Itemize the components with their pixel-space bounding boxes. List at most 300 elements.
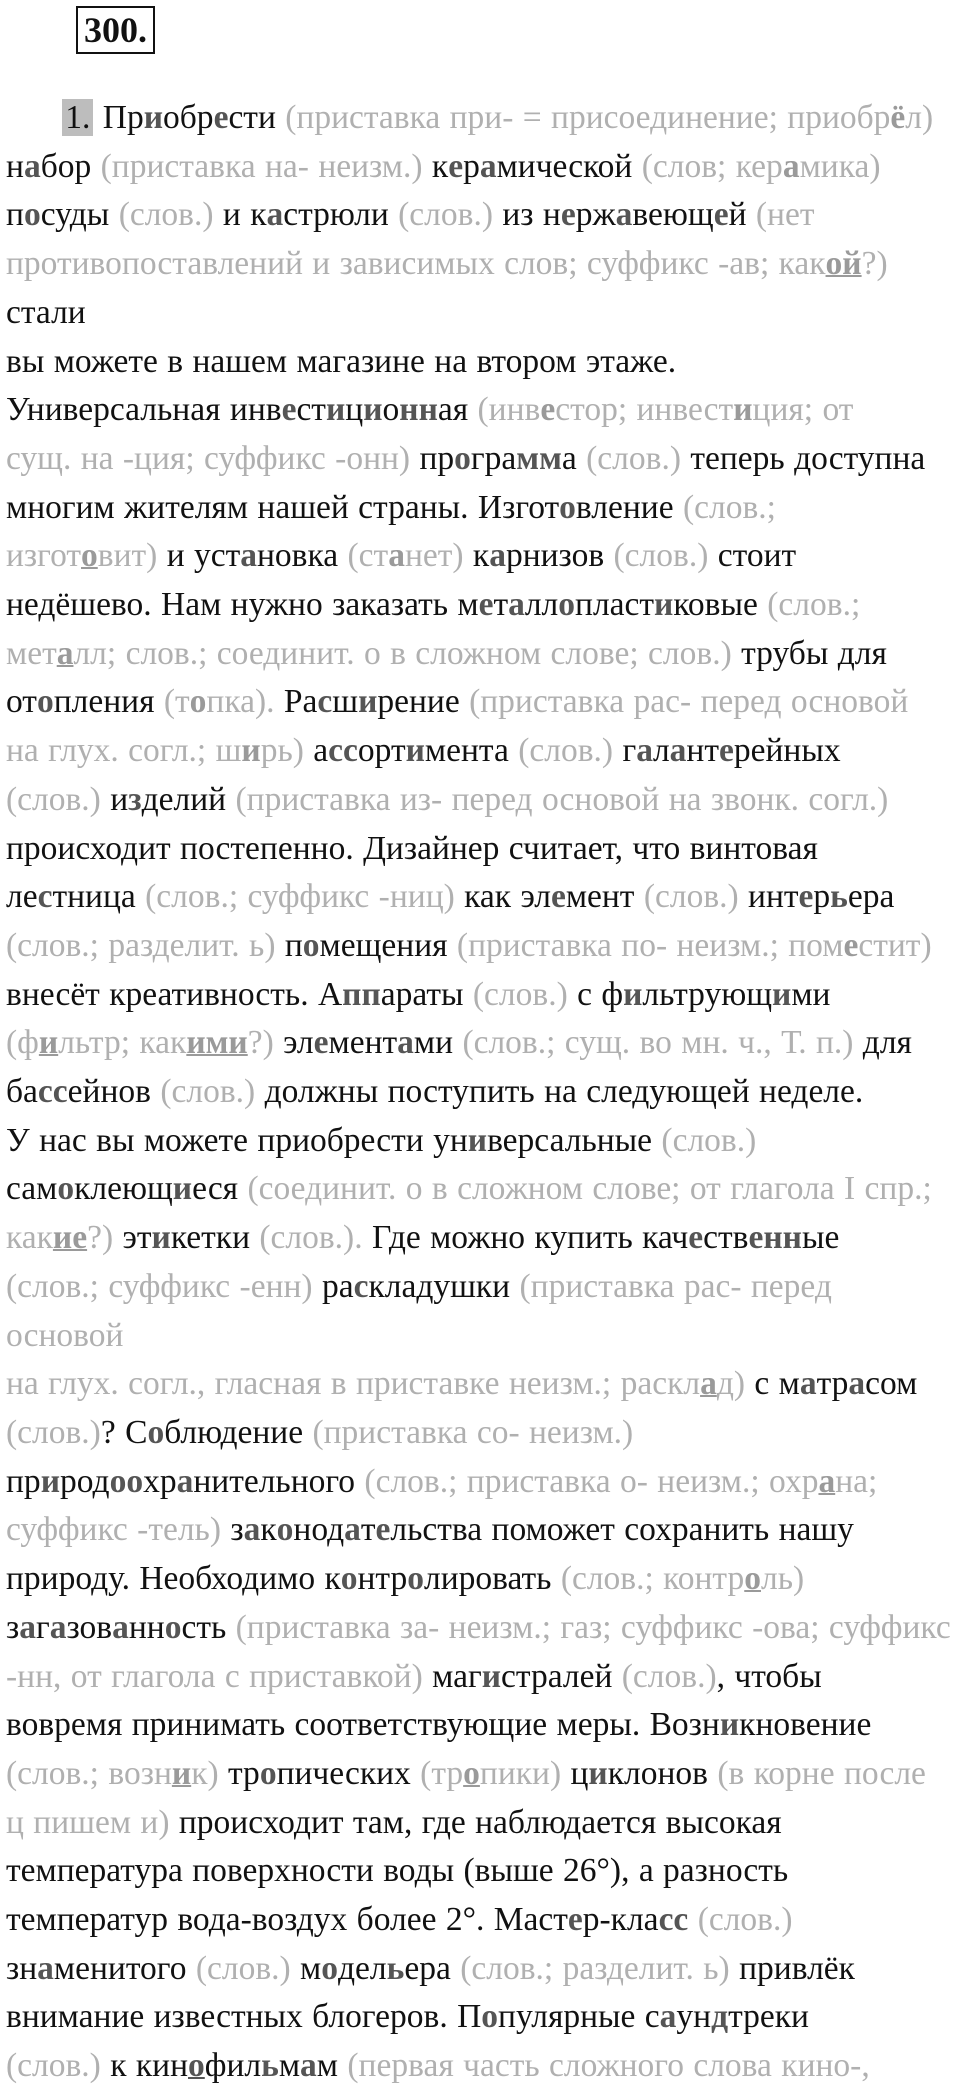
spelling-mark: о — [259, 1754, 277, 1792]
explanation-note: мика) — [799, 147, 881, 185]
explanation-note: (слов.) — [621, 1657, 717, 1695]
spelling-mark: е — [713, 196, 729, 234]
word-text: м — [316, 2047, 348, 2085]
spelling-mark-underlined: о — [188, 2047, 205, 2085]
word-text: ейнов — [67, 1073, 161, 1111]
spelling-mark: о — [407, 1560, 424, 1598]
word-text: менитого — [53, 1949, 196, 1987]
note-mark: и — [241, 732, 261, 770]
text-line — [6, 1263, 956, 1360]
spelling-mark: ь — [830, 878, 848, 916]
spelling-mark: а — [176, 1462, 194, 1500]
spelling-mark: а — [300, 2047, 317, 2085]
word-text: от — [6, 683, 37, 721]
explanation-note: (слов.) — [118, 196, 223, 234]
word-text: ц — [345, 391, 364, 429]
note-mark: е — [843, 926, 859, 964]
explanation-note: ц пишем и) — [6, 1803, 179, 1841]
explanation-note: стит) — [858, 926, 932, 964]
text-line — [6, 435, 956, 484]
spelling-mark: а — [799, 1365, 817, 1403]
word-text: льства поможет сохранить нашу — [390, 1511, 854, 1549]
explanation-note: (приставка при- = присоединение; приобр — [285, 99, 891, 136]
word-text: хр — [143, 1462, 177, 1500]
spelling-mark: о — [481, 1998, 499, 2036]
spelling-mark: о — [164, 1608, 182, 1646]
text-line — [6, 1945, 956, 1994]
explanation-note: (нет — [755, 196, 815, 234]
explanation-note: суффикс -тель) — [6, 1511, 231, 1549]
text-line — [6, 143, 956, 192]
word-text: ые — [801, 1219, 840, 1257]
word-text: пр — [6, 1462, 41, 1500]
spelling-mark: о — [36, 683, 54, 721]
text-line — [6, 971, 956, 1020]
explanation-note: (слов.) — [195, 1949, 301, 1987]
text-line — [6, 776, 956, 825]
spelling-mark: е — [688, 1219, 704, 1257]
note-mark: а — [388, 537, 405, 575]
explanation-note: (слов.; приставка о- неизм.; охр — [364, 1462, 819, 1500]
word-text: пласт — [575, 586, 655, 624]
word-text: зов — [66, 1608, 113, 1646]
text-line — [6, 678, 956, 727]
spelling-mark: а — [615, 196, 633, 234]
text-line — [6, 1847, 956, 1896]
text-line — [6, 1068, 956, 1117]
explanation-note: (приставка рас- перед основой — [469, 683, 909, 721]
word-text: теперь доступна — [690, 439, 926, 477]
word-text: суды — [40, 196, 119, 234]
explanation-note: (слов.; — [682, 488, 776, 526]
text-line — [6, 1896, 956, 1945]
spelling-mark: сс — [37, 1073, 68, 1111]
word-text: л — [652, 732, 670, 770]
spelling-mark: и — [719, 1706, 740, 1744]
spelling-mark: е — [798, 878, 814, 916]
text-line — [6, 1604, 956, 1653]
spelling-mark: ь — [386, 1949, 405, 1987]
word-text: многим жителям нашей страны. Изгот — [6, 488, 560, 526]
explanation-note: ль) — [760, 1560, 805, 1598]
word-text: м — [278, 2047, 301, 2085]
word-text: т — [493, 586, 509, 624]
spelling-mark: пп — [342, 975, 381, 1013]
spelling-mark: е — [478, 586, 494, 624]
explanation-note: (слов.). — [259, 1219, 372, 1257]
word-text: тр — [816, 1365, 849, 1403]
spelling-mark: а — [37, 1949, 54, 1987]
word-text: еся — [192, 1170, 248, 1208]
text-line — [6, 338, 956, 387]
explanation-note: пка). — [206, 683, 284, 721]
word-text: араты — [380, 975, 473, 1013]
explanation-note: на глух. согл.; ш — [6, 732, 242, 770]
spelling-mark: е — [313, 1024, 329, 1062]
spelling-mark: и — [481, 1657, 502, 1695]
spelling-mark: о — [559, 488, 576, 526]
word-text: как эл — [464, 878, 551, 916]
word-text: клонов — [607, 1754, 718, 1792]
text-line — [6, 1360, 956, 1409]
spelling-mark: а — [669, 732, 687, 770]
word-text: внимание известных блогеров. П — [6, 1998, 482, 2036]
word-text: Ра — [283, 683, 318, 721]
word-text: должны поступить на следующей неделе. — [264, 1073, 864, 1111]
word-text: з — [6, 1608, 20, 1646]
word-text: трубы для — [741, 634, 887, 672]
word-text: природу. Необходимо к — [6, 1560, 341, 1598]
note-mark-underlined: а — [56, 634, 74, 672]
spelling-mark: е — [567, 1901, 583, 1939]
explanation-note: (слов.) — [6, 780, 111, 818]
spelling-mark: а — [659, 1998, 677, 2036]
spelling-mark: о — [454, 439, 471, 477]
explanation-note: (слов.) — [6, 1413, 101, 1451]
word-text: зн — [6, 1949, 38, 1987]
explanation-note: (слов.) — [643, 878, 749, 916]
spelling-mark: а — [397, 1024, 414, 1062]
word-text: ле — [6, 878, 38, 916]
spelling-mark: е — [448, 147, 464, 185]
spelling-mark: о — [23, 196, 41, 234]
word-text: рение — [377, 683, 470, 721]
explanation-note: (слов.; сущ. во мн. ч., Т. п.) — [462, 1024, 863, 1062]
spelling-mark: с — [353, 1267, 369, 1305]
word-text: тница — [52, 878, 146, 916]
word-text: версальные — [487, 1121, 662, 1159]
explanation-note: (ф — [6, 1024, 39, 1062]
text-line — [6, 1409, 956, 1458]
explanation-note: д) — [716, 1365, 755, 1403]
explanation-note: (приставка по- неизм.; пом — [456, 926, 844, 964]
word-text: а — [561, 439, 587, 477]
word-text: сам — [6, 1170, 58, 1208]
explanation-note: (слов.) — [661, 1121, 757, 1159]
word-text: сть — [181, 1608, 236, 1646]
word-text: рейных — [733, 732, 841, 770]
word-text: обр — [163, 99, 214, 136]
spelling-mark: а — [240, 537, 257, 575]
explanation-note: (слов.) — [6, 2047, 111, 2085]
spelling-mark: а — [266, 196, 284, 234]
spelling-mark: а — [479, 147, 497, 185]
word-text: ми — [413, 1024, 463, 1062]
note-mark-underlined: и — [171, 1754, 192, 1792]
explanation-note: (слов.; суффикс -енн) — [6, 1267, 322, 1305]
explanation-note: изгот — [6, 537, 82, 575]
spelling-mark: е — [375, 1511, 391, 1549]
spelling-mark: о — [302, 926, 320, 964]
explanation-note: (в корне после — [717, 1754, 926, 1792]
note-mark: е — [540, 391, 556, 429]
word-text: лировать — [423, 1560, 561, 1598]
spelling-mark: е — [281, 391, 297, 429]
word-text: и к — [222, 196, 267, 234]
explanation-note: (приставка из- перед основой на звонк. согл.) — [235, 780, 889, 818]
explanation-note: (слов.; суффикс -ниц) — [145, 878, 465, 916]
text-line — [6, 873, 956, 922]
text-line — [6, 1993, 956, 2042]
note-mark: о — [189, 683, 207, 721]
text-line — [6, 630, 956, 679]
explanation-note: (слов.) — [697, 1901, 793, 1939]
text-line — [6, 825, 956, 874]
word-text: ковые — [673, 586, 768, 624]
explanation-note: (соединит. о в сложном слове; от глагола I спр.; — [247, 1170, 932, 1208]
word-text: к — [431, 147, 449, 185]
word-text: орт — [357, 732, 406, 770]
explanation-note: ?) — [247, 1024, 284, 1062]
note-mark-underlined: и — [38, 1024, 59, 1062]
explanation-note: (слов.) — [586, 439, 691, 477]
spelling-mark: и — [40, 1462, 60, 1500]
explanation-note: (слов.) — [518, 732, 623, 770]
explanation-note: (первая часть сложного слова кино-, — [347, 2047, 870, 2085]
note-mark-underlined: о — [744, 1560, 761, 1598]
word-text: для — [862, 1024, 912, 1062]
spelling-mark: и — [143, 99, 164, 136]
word-text: делий — [141, 780, 236, 818]
word-text — [688, 1901, 697, 1938]
word-text: к — [472, 537, 490, 575]
spelling-mark: и — [654, 586, 674, 624]
word-text: нительного — [193, 1462, 365, 1500]
word-text: ун — [676, 1998, 712, 2036]
word-text: происходит постепенно. Дизайнер считает, что винтовая — [6, 829, 818, 867]
word-text: инт — [748, 878, 799, 916]
spelling-mark: а — [508, 586, 525, 624]
explanation-note: на; — [835, 1462, 878, 1500]
word-text: фил — [204, 2047, 262, 2085]
word-text: льтрующ — [642, 975, 773, 1013]
spelling-mark: а — [23, 147, 41, 185]
word-text: р — [813, 878, 831, 916]
word-text: н — [6, 147, 24, 185]
spelling-mark: о — [57, 1170, 75, 1208]
note-mark: ё — [890, 99, 906, 136]
text-line — [6, 1653, 956, 1702]
spelling-mark: о — [321, 1949, 338, 1987]
spelling-mark: е — [213, 99, 229, 136]
spelling-mark: и — [405, 732, 425, 770]
note-mark: и — [733, 391, 753, 429]
word-text: ера — [847, 878, 895, 916]
exercise-number: 300. — [76, 6, 155, 54]
spelling-mark: ь — [261, 2047, 279, 2085]
text-line — [6, 581, 956, 630]
explanation-note: (слов.; возн — [6, 1754, 172, 1792]
word-text: температура поверхности воды (выше 26°), а разность — [6, 1852, 789, 1890]
spelling-mark: с — [317, 683, 333, 721]
word-text: дел — [338, 1949, 387, 1987]
spelling-mark-underlined: д — [711, 1998, 729, 2036]
text-line — [6, 94, 956, 143]
spelling-mark: а — [243, 1511, 261, 1549]
explanation-note: (слов.; контр — [560, 1560, 745, 1598]
word-text: ра — [321, 1267, 354, 1305]
explanation-note: (слов.) — [613, 537, 718, 575]
word-text: сом — [865, 1365, 918, 1403]
word-text: кетки — [170, 1219, 260, 1257]
word-text: маг — [432, 1657, 482, 1695]
spelling-mark: о — [147, 1413, 165, 1451]
word-text: нтр — [357, 1560, 408, 1598]
note-mark: а — [782, 147, 800, 185]
explanation-note: пики) — [479, 1754, 571, 1792]
spelling-mark: а — [848, 1365, 866, 1403]
spelling-mark: сс — [328, 732, 358, 770]
word-text: м — [300, 1949, 322, 1987]
word-text: нт — [686, 732, 719, 770]
word-text: сти — [228, 99, 286, 136]
text-line — [6, 1506, 956, 1555]
word-text: ая — [437, 391, 478, 429]
indent — [6, 99, 62, 136]
word-text: пулярные с — [498, 1998, 660, 2036]
word-text: нн — [128, 1608, 165, 1646]
text-line — [6, 191, 956, 240]
text-line — [6, 727, 956, 776]
spelling-mark: и — [172, 1170, 193, 1208]
explanation-note: нет) — [404, 537, 473, 575]
text-line — [6, 484, 956, 533]
explanation-note: (слов.) — [398, 196, 503, 234]
explanation-note: (слов.; разделит. ь) — [460, 1949, 740, 1987]
note-mark-underlined: о — [463, 1754, 480, 1792]
word-text: внесёт креативность. А — [6, 975, 343, 1013]
word-text: стралей — [501, 1657, 622, 1695]
spelling-mark: оо — [109, 1462, 144, 1500]
spelling-mark: и — [588, 1754, 608, 1792]
spelling-mark: а — [344, 1511, 361, 1549]
note-mark-underlined: ими — [186, 1024, 248, 1062]
word-text: й — [728, 196, 756, 234]
text-line — [6, 1555, 956, 1604]
word-text: п — [284, 926, 303, 964]
spelling-mark: и — [772, 975, 792, 1013]
word-text: эт — [122, 1219, 152, 1257]
text-line — [6, 2042, 956, 2091]
spelling-mark: о — [558, 586, 576, 624]
explanation-note: (приставка за- неизм.; газ; суффикс -ова; суффикс — [235, 1608, 951, 1646]
spelling-mark: енн — [748, 1219, 802, 1257]
word-text: , чтобы — [716, 1657, 822, 1695]
explanation-note: рь) — [260, 732, 314, 770]
word-text: ств — [703, 1219, 749, 1257]
word-text: Пр — [102, 99, 144, 136]
word-text: ба — [6, 1073, 38, 1111]
word-text: тр — [228, 1754, 260, 1792]
explanation-note: ?) — [87, 1219, 123, 1257]
word-text: новка — [257, 537, 348, 575]
word-text: мент — [328, 1024, 398, 1062]
explanation-note: (приставка рас- перед основой — [6, 1267, 832, 1354]
spelling-mark: е — [550, 878, 566, 916]
explanation-note: (т — [163, 683, 190, 721]
spelling-mark: е — [560, 196, 576, 234]
word-text: Где можно купить кач — [371, 1219, 689, 1257]
spelling-mark: сс — [658, 1901, 689, 1939]
explanation-note: противопоставлений и зависимых слов; суффикс -ав; как — [6, 245, 826, 283]
word-text: стрюли — [283, 196, 399, 234]
word-text: привлёк — [739, 1949, 855, 1987]
word-text: г — [622, 732, 637, 770]
explanation-note: (слов.) — [472, 975, 578, 1013]
word-text: клеющ — [74, 1170, 173, 1208]
spelling-mark: и — [358, 683, 378, 721]
note-mark-underlined: ой — [825, 245, 862, 283]
word-text: род — [60, 1462, 110, 1500]
word-text: гра — [470, 439, 517, 477]
word-text: пления — [53, 683, 164, 721]
word-text: з — [230, 1511, 244, 1549]
word-text: нод — [293, 1511, 345, 1549]
word-text: г — [35, 1608, 50, 1646]
spelling-mark: о — [276, 1511, 294, 1549]
word-text: рнизов — [505, 537, 614, 575]
word-text: и уст — [166, 537, 241, 575]
explanation-note: (приставка на- неизм.) — [100, 147, 432, 185]
text-line — [6, 1458, 956, 1507]
text-line — [6, 922, 956, 971]
word-text: происходит там, где наблюдается высокая — [178, 1803, 782, 1841]
spelling-mark: и — [467, 1121, 488, 1159]
word-text: лл — [524, 586, 559, 624]
spelling-mark: а — [49, 1608, 67, 1646]
word-text: веющ — [632, 196, 714, 234]
text-line — [6, 1701, 956, 1750]
spelling-mark: е — [718, 732, 734, 770]
explanation-note: как — [6, 1219, 53, 1257]
word-text: из н — [502, 196, 561, 234]
text-line — [6, 1214, 956, 1263]
item-number: 1. — [62, 99, 93, 136]
explanation-note: к) — [191, 1754, 228, 1792]
word-text: р-кла — [582, 1901, 659, 1939]
explanation-note: л) — [905, 99, 934, 136]
word-text: рж — [575, 196, 616, 234]
word-text: пр — [419, 439, 455, 477]
word-text: вы можете в нашем магазине на втором этаже. — [6, 342, 677, 380]
word-text: бор — [40, 147, 101, 185]
explanation-note: (приставка со- неизм.) — [312, 1413, 634, 1451]
explanation-note: стор; инвест — [555, 391, 734, 429]
explanation-note: (слов; кер — [641, 147, 783, 185]
explanation-note: (слов.) — [160, 1073, 265, 1111]
exercise-text — [6, 94, 956, 2091]
word-text: пических — [276, 1754, 421, 1792]
word-text: с ф — [577, 975, 624, 1013]
text-line — [6, 1750, 956, 1799]
word-text: мещения — [319, 926, 457, 964]
explanation-note: (инв — [477, 391, 541, 429]
explanation-note: сущ. на -ция; суффикс -онн) — [6, 439, 420, 477]
word-text: мической — [496, 147, 642, 185]
text-line — [6, 240, 956, 337]
text-line — [6, 386, 956, 435]
word-text: к — [260, 1511, 277, 1549]
word-text: ера — [404, 1949, 461, 1987]
word-text: к кин — [110, 2047, 189, 2085]
explanation-note: (ст — [347, 537, 389, 575]
word-text: мента — [424, 732, 519, 770]
word-text: температур вода-воздух более 2°. Маст — [6, 1901, 568, 1939]
text-line — [6, 1799, 956, 1848]
word-text: ми — [791, 975, 831, 1013]
text-line — [6, 1117, 956, 1166]
text-line — [6, 1165, 956, 1214]
